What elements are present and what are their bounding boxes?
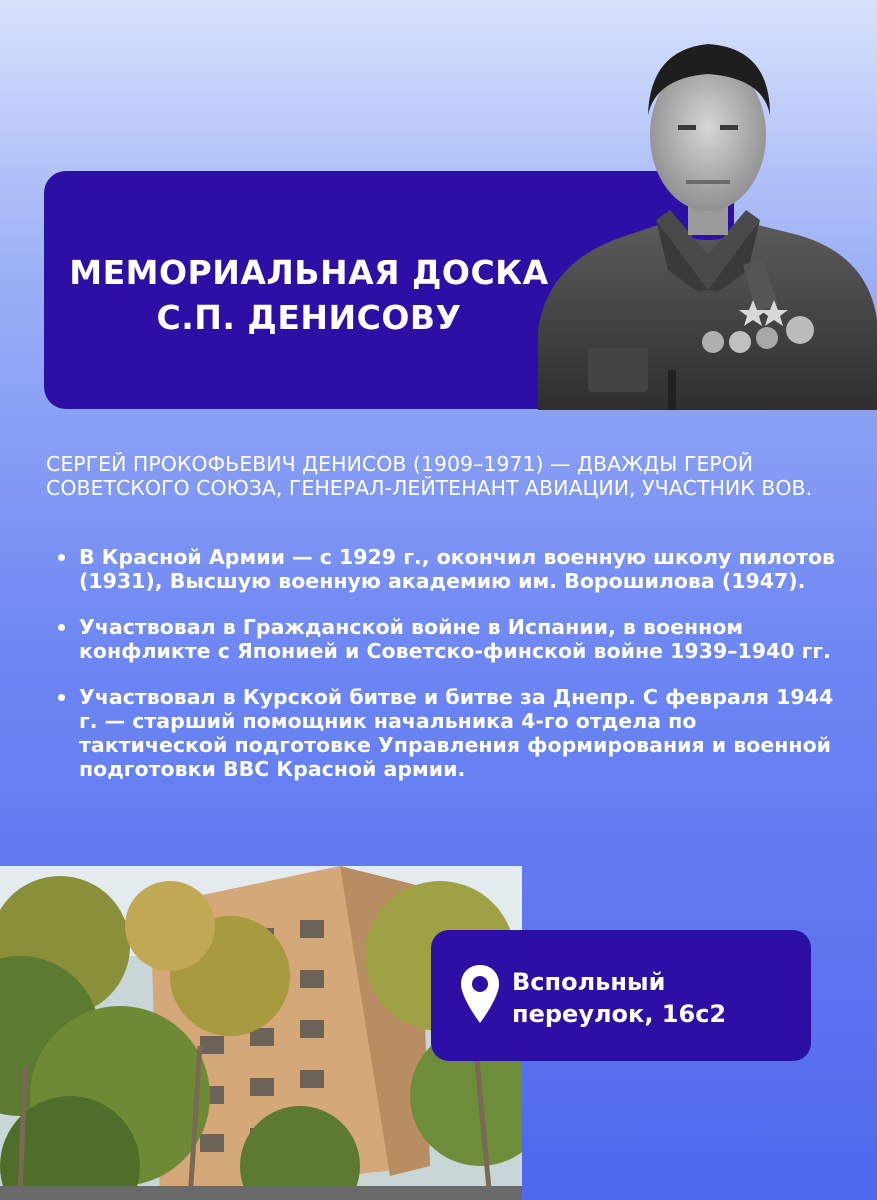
bullet-icon bbox=[58, 694, 65, 701]
address-text bbox=[512, 966, 802, 1030]
portrait-photo bbox=[538, 30, 877, 410]
title-line-1: МЕМОРИАЛЬНАЯ ДОСКА bbox=[69, 253, 549, 292]
list-item bbox=[56, 545, 836, 593]
list-item-text: Участвовал в Курской битве и битве за Днепр. С февраля 1944 г. — старший помощник начальника 4-го отдела по тактической подготовке Управления формирования и военной подготовки ВВС Красной армии. bbox=[79, 685, 834, 781]
facts-list bbox=[56, 545, 836, 803]
bullet-icon bbox=[58, 624, 65, 631]
list-item-text: В Красной Армии — с 1929 г., окончил военную школу пилотов (1931), Высшую военную академию им. Ворошилова (1947). bbox=[79, 545, 836, 593]
list-item bbox=[56, 685, 836, 781]
list-item-text: Участвовал в Гражданской войне в Испании, в военном конфликте с Японией и Советско-финской войне 1939–1940 гг. bbox=[79, 615, 831, 663]
address-line-1: Вспольный bbox=[512, 968, 666, 996]
location-pin-icon bbox=[459, 963, 501, 1025]
bullet-icon bbox=[58, 554, 65, 561]
page-title bbox=[44, 250, 574, 340]
title-line-2: С.П. ДЕНИСОВУ bbox=[156, 298, 462, 337]
list-item bbox=[56, 615, 836, 663]
address-line-2: переулок, 16с2 bbox=[512, 1000, 727, 1028]
intro-text: СЕРГЕЙ ПРОКОФЬЕВИЧ ДЕНИСОВ (1909–1971) — ДВАЖДЫ ГЕРОЙ СОВЕТСКОГО СОЮЗА, ГЕНЕРАЛ-ЛЕЙТЕНАНТ АВИАЦИИ, УЧАСТНИК ВОВ. bbox=[46, 452, 813, 500]
